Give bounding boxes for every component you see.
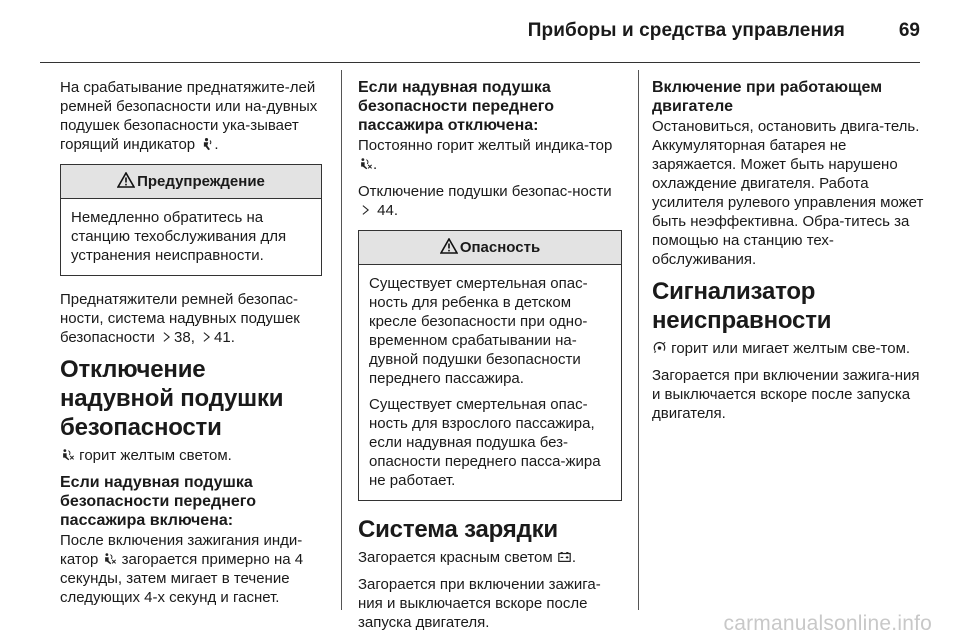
- paragraph-text: Преднатяжители ремней безопас-ности, система надувных подушек безопасности: [60, 291, 300, 346]
- paragraph-text: Загорается красным светом: [358, 549, 553, 566]
- danger-box: [358, 230, 622, 501]
- column-middle: [358, 78, 622, 640]
- paragraph-text: горит или мигает желтым све-том.: [671, 340, 911, 357]
- section-heading: Отключение надувной подушки безопасности: [60, 356, 284, 441]
- subheading: Если надувная подушка безопасности переднего пассажира отключена:: [358, 79, 554, 134]
- paragraph: [358, 136, 622, 174]
- paragraph-text: .: [571, 549, 577, 566]
- paragraph-text: Отключение подушки безопас-ности: [358, 183, 612, 200]
- page-number: 69: [898, 20, 920, 41]
- warning-box-header: [61, 165, 321, 199]
- page-reference[interactable]: 44: [377, 202, 394, 219]
- paragraph: [60, 446, 322, 465]
- header-divider: [40, 62, 920, 63]
- warning-text: Немедленно обратитесь на станцию техобслуживания для устранения неисправности.: [71, 209, 287, 264]
- page-title: Приборы и средства управления: [527, 20, 845, 41]
- paragraph: [60, 78, 322, 154]
- paragraph-text: После включения зажигания инди-катор: [60, 532, 303, 568]
- column-left: [60, 78, 322, 615]
- period: .: [393, 202, 399, 219]
- subheading: Если надувная подушка безопасности переднего пассажира включена:: [60, 474, 256, 529]
- danger-box-header: [359, 231, 621, 265]
- steering-fault-icon: [652, 341, 667, 355]
- danger-text: Существует смертельная опас-ность для взрослого пассажира, если надувная подушка без-опасности переднего пасса-жира не работает.: [369, 396, 601, 489]
- page-reference[interactable]: 38: [174, 329, 191, 346]
- airbag-indicator-icon: [199, 137, 214, 151]
- warning-box-body: [61, 199, 321, 275]
- paragraph-text: загорается примерно на 4 секунды, затем мигает в течение следующих 4-х секунд и гаснет.: [60, 551, 304, 606]
- passenger-airbag-off-icon: [60, 448, 75, 462]
- paragraph: [358, 182, 622, 220]
- passenger-airbag-off-icon: [358, 157, 373, 171]
- paragraph-text: горит желтым светом.: [79, 447, 232, 464]
- warning-triangle-icon: [117, 172, 135, 188]
- danger-box-body: [359, 265, 621, 500]
- page-header: [0, 0, 960, 62]
- warning-triangle-icon: [440, 238, 458, 254]
- paragraph-text: Постоянно горит желтый индика-тор: [358, 137, 613, 154]
- page-reference-arrow-icon: [358, 203, 373, 217]
- section-heading: Сигнализатор неисправности: [652, 278, 832, 334]
- column-divider: [341, 70, 342, 610]
- section-heading: Система зарядки: [358, 516, 558, 543]
- paragraph: [60, 290, 322, 347]
- paragraph: Остановиться, остановить двига-тель. Аккумуляторная батарея не заряжается. Может быть нарушено охлаждение двигателя. Работа усилителя рулевого управления может быть неэффективна. Обра-титесь за помощью на станцию тех-обслуживания.: [652, 118, 924, 268]
- paragraph: [358, 548, 622, 567]
- page-reference-arrow-icon: [159, 330, 174, 344]
- page-reference-arrow-icon: [199, 330, 214, 344]
- page-reference[interactable]: 41: [214, 329, 231, 346]
- paragraph: Загорается при включении зажига-ния и выключается вскоре после запуска двигателя.: [652, 367, 920, 422]
- paragraph: [60, 531, 322, 607]
- warning-title: Предупреждение: [137, 173, 265, 190]
- paragraph-text: .: [373, 156, 378, 173]
- danger-text: Существует смертельная опас-ность для ребенка в детском кресле безопасности при одно-временном срабатывании на-дувной подушки безопасности переднего пассажира.: [369, 275, 588, 387]
- danger-title: Опасность: [459, 239, 541, 256]
- paragraph-text: .: [214, 136, 219, 153]
- watermark: carmanualsonline.info: [723, 612, 932, 635]
- paragraph: [652, 339, 924, 358]
- paragraph-text: На срабатывание преднатяжите-лей ремней безопасности или на-дувных подушек безопасности ука-зывает горящий индикатор: [60, 79, 318, 153]
- column-right: [652, 78, 924, 431]
- paragraph: Загорается при включении зажига-ния и выключается вскоре после запуска двигателя.: [358, 576, 601, 631]
- subheading: Включение при работающем двигателе: [652, 79, 883, 115]
- passenger-airbag-off-icon: [102, 552, 117, 566]
- separator: ,: [190, 329, 195, 346]
- period: .: [230, 329, 235, 346]
- battery-icon: [557, 550, 572, 564]
- column-divider: [638, 70, 639, 610]
- warning-box: [60, 164, 322, 276]
